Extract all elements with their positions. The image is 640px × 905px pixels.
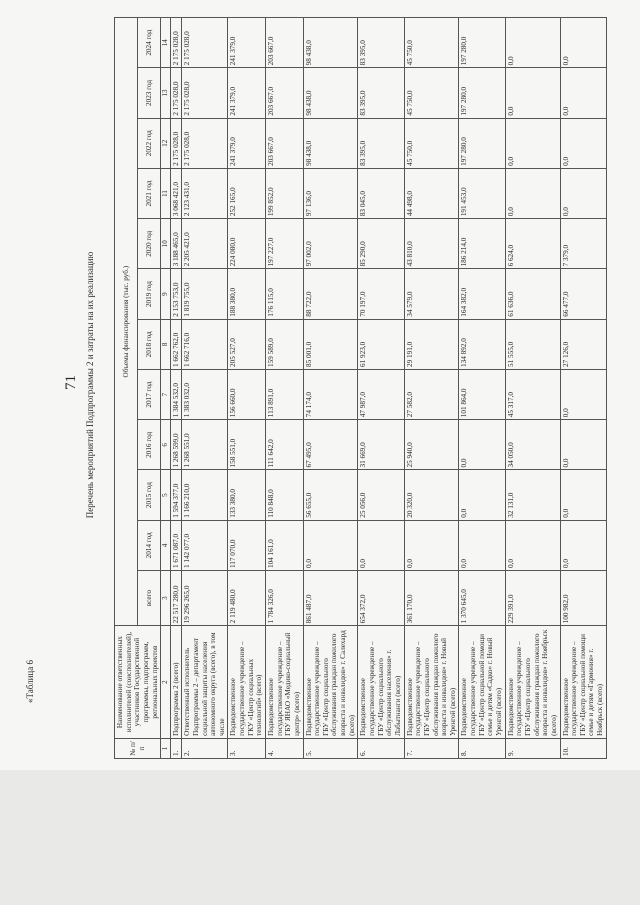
value-cell: 197 227,0 bbox=[266, 219, 304, 269]
header-year: 2018 год bbox=[138, 319, 161, 369]
row-number: 7. bbox=[404, 738, 459, 758]
value-cell: 3 188 465,0 bbox=[170, 219, 182, 269]
value-cell: 56 655,0 bbox=[303, 470, 358, 520]
value-cell: 51 555,0 bbox=[505, 319, 560, 369]
value-cell: 1 662 716,0 bbox=[182, 319, 228, 369]
row-name: Подведомственное государственное учреждение – ГБУ «Центр социального обслуживания граждан пожилого возраста и инвалидов» г. Новый Уренгой (всего) bbox=[404, 626, 459, 739]
row-name: Подведомственное государственное учреждение – ГБУ «Центр социального обслуживания населения» г. Лабытнанги (всего) bbox=[358, 626, 404, 739]
value-cell: 241 379,0 bbox=[228, 68, 266, 118]
table-label: «Таблица 6 bbox=[25, 660, 35, 703]
value-cell: 2 175 028,0 bbox=[182, 18, 228, 68]
index-cell: 14 bbox=[161, 18, 170, 68]
row-name: Ответственный исполнитель Подпрограммы 2 – департамент социальной защиты населения автономного округа (всего), в том числе bbox=[182, 626, 228, 739]
value-cell: 0,0 bbox=[358, 520, 404, 570]
value-cell: 1 383 032,0 bbox=[182, 369, 228, 419]
value-cell: 0,0 bbox=[505, 168, 560, 218]
value-cell: 88 722,0 bbox=[303, 269, 358, 319]
value-cell: 0,0 bbox=[560, 18, 606, 68]
value-cell: 1 268 599,0 bbox=[170, 420, 182, 470]
bottom-margin bbox=[0, 770, 640, 905]
index-cell: 11 bbox=[161, 168, 170, 218]
table-row bbox=[228, 18, 266, 759]
value-cell: 27 582,0 bbox=[404, 369, 459, 419]
value-cell: 44 498,0 bbox=[404, 168, 459, 218]
table-row bbox=[358, 18, 404, 759]
value-cell: 164 382,0 bbox=[459, 269, 505, 319]
header-year: 2023 год bbox=[138, 68, 161, 118]
value-cell: 0,0 bbox=[560, 369, 606, 419]
value-cell: 1 594 377,0 bbox=[170, 470, 182, 520]
header-year: 2017 год bbox=[138, 369, 161, 419]
table-body bbox=[170, 18, 606, 759]
table-row bbox=[170, 18, 182, 759]
value-cell: 61 923,0 bbox=[358, 319, 404, 369]
value-cell: 20 320,0 bbox=[404, 470, 459, 520]
index-cell: 9 bbox=[161, 269, 170, 319]
value-cell: 0,0 bbox=[404, 520, 459, 570]
value-cell: 2 175 028,0 bbox=[170, 68, 182, 118]
value-cell: 6 624,0 bbox=[505, 219, 560, 269]
value-cell: 159 589,0 bbox=[266, 319, 304, 369]
value-cell: 197 280,0 bbox=[459, 68, 505, 118]
value-cell: 27 126,0 bbox=[560, 319, 606, 369]
value-cell: 98 438,0 bbox=[303, 18, 358, 68]
row-name: Подведомственное государственное учреждение – ГБУ «Центр социального обслуживания граждан пожилого возраста и инвалидов» г. Салехард (всего) bbox=[303, 626, 358, 739]
value-cell: 2 153 753,0 bbox=[170, 269, 182, 319]
header-funding: Объемы финансирования (тыс. руб.) bbox=[115, 18, 138, 626]
value-cell: 29 191,0 bbox=[404, 319, 459, 369]
row-name: Подведомственное государственное учреждение – ГКУ «Центр социальных технологий» (всего) bbox=[228, 626, 266, 739]
value-cell: 252 165,0 bbox=[228, 168, 266, 218]
index-cell: 1 bbox=[161, 738, 170, 758]
value-cell: 361 170,0 bbox=[404, 571, 459, 626]
row-number: 8. bbox=[459, 738, 505, 758]
row-number: 5. bbox=[303, 738, 358, 758]
header-year: 2024 год bbox=[138, 18, 161, 68]
value-cell: 45 750,0 bbox=[404, 18, 459, 68]
value-cell: 1 384 532,0 bbox=[170, 369, 182, 419]
value-cell: 83 395,0 bbox=[358, 68, 404, 118]
value-cell: 0,0 bbox=[303, 520, 358, 570]
value-cell: 1 671 087,0 bbox=[170, 520, 182, 570]
value-cell: 0,0 bbox=[560, 118, 606, 168]
row-name: Подведомственное государственное учреждение – ГБУ ЯНАО «Медико-социальный центр» (всего) bbox=[266, 626, 304, 739]
row-number: 1. bbox=[170, 738, 182, 758]
header-name: Наименование ответственных исполнителей (соисполнителей), участников Государственной программы, подпрограмм, региональных проектов bbox=[115, 626, 161, 739]
value-cell: 186 214,0 bbox=[459, 219, 505, 269]
table-row bbox=[459, 18, 505, 759]
value-cell: 205 527,0 bbox=[228, 319, 266, 369]
table-row bbox=[266, 18, 304, 759]
value-cell: 156 660,0 bbox=[228, 369, 266, 419]
value-cell: 61 636,0 bbox=[505, 269, 560, 319]
value-cell: 83 045,0 bbox=[358, 168, 404, 218]
value-cell: 45 750,0 bbox=[404, 68, 459, 118]
value-cell: 1 142 077,0 bbox=[182, 520, 228, 570]
header-total: всего bbox=[138, 571, 161, 626]
value-cell: 66 477,0 bbox=[560, 269, 606, 319]
value-cell: 197 280,0 bbox=[459, 118, 505, 168]
value-cell: 2 175 028,0 bbox=[182, 118, 228, 168]
value-cell: 0,0 bbox=[505, 18, 560, 68]
value-cell: 203 667,0 bbox=[266, 18, 304, 68]
value-cell: 199 852,0 bbox=[266, 168, 304, 218]
value-cell: 74 174,0 bbox=[303, 369, 358, 419]
value-cell: 1 268 551,0 bbox=[182, 420, 228, 470]
page-number: 71 bbox=[63, 375, 79, 390]
row-name: Подпрограмма 2 (всего) bbox=[170, 626, 182, 739]
value-cell: 3 068 421,0 bbox=[170, 168, 182, 218]
row-number: 4. bbox=[266, 738, 304, 758]
index-cell: 5 bbox=[161, 470, 170, 520]
value-cell: 224 080,0 bbox=[228, 219, 266, 269]
table-row bbox=[404, 18, 459, 759]
value-cell: 0,0 bbox=[505, 520, 560, 570]
value-cell: 188 380,0 bbox=[228, 269, 266, 319]
value-cell: 111 642,0 bbox=[266, 420, 304, 470]
value-cell: 203 667,0 bbox=[266, 68, 304, 118]
row-number: 2. bbox=[182, 738, 228, 758]
header-year: 2022 год bbox=[138, 118, 161, 168]
value-cell: 83 395,0 bbox=[358, 118, 404, 168]
table-row bbox=[182, 18, 228, 759]
value-cell: 241 379,0 bbox=[228, 118, 266, 168]
index-row bbox=[161, 18, 170, 759]
row-name: Подведомственное государственное учреждение – ГБУ «Центр социальной помощи семье и детям «Садко» г. Новый Уренгой (всего) bbox=[459, 626, 505, 739]
value-cell: 85 290,0 bbox=[358, 219, 404, 269]
value-cell: 45 317,0 bbox=[505, 369, 560, 419]
value-cell: 1 784 326,0 bbox=[266, 571, 304, 626]
value-cell: 25 056,0 bbox=[358, 470, 404, 520]
row-number: 10. bbox=[560, 738, 606, 758]
value-cell: 34 050,0 bbox=[505, 420, 560, 470]
value-cell: 98 438,0 bbox=[303, 118, 358, 168]
value-cell: 2 175 028,0 bbox=[170, 118, 182, 168]
value-cell: 43 810,0 bbox=[404, 219, 459, 269]
value-cell: 2 175 028,0 bbox=[182, 68, 228, 118]
row-number: 6. bbox=[358, 738, 404, 758]
row-name: Подведомственное государственное учреждение – ГБУ «Центр социальной помощи семье и детям «Гармония» г. Ноябрьск (всего) bbox=[560, 626, 606, 739]
value-cell: 191 453,0 bbox=[459, 168, 505, 218]
value-cell: 0,0 bbox=[459, 470, 505, 520]
index-cell: 13 bbox=[161, 68, 170, 118]
value-cell: 0,0 bbox=[560, 470, 606, 520]
value-cell: 32 131,0 bbox=[505, 470, 560, 520]
header-year: 2019 год bbox=[138, 269, 161, 319]
value-cell: 203 667,0 bbox=[266, 118, 304, 168]
value-cell: 113 891,0 bbox=[266, 369, 304, 419]
index-cell: 3 bbox=[161, 571, 170, 626]
table-row bbox=[560, 18, 606, 759]
value-cell: 134 892,0 bbox=[459, 319, 505, 369]
value-cell: 70 197,0 bbox=[358, 269, 404, 319]
value-cell: 654 372,0 bbox=[358, 571, 404, 626]
index-cell: 12 bbox=[161, 118, 170, 168]
index-cell: 4 bbox=[161, 520, 170, 570]
value-cell: 31 669,0 bbox=[358, 420, 404, 470]
header-year: 2016 год bbox=[138, 420, 161, 470]
value-cell: 2 123 431,0 bbox=[182, 168, 228, 218]
value-cell: 45 750,0 bbox=[404, 118, 459, 168]
value-cell: 1 370 645,0 bbox=[459, 571, 505, 626]
value-cell: 861 487,0 bbox=[303, 571, 358, 626]
value-cell: 97 002,0 bbox=[303, 219, 358, 269]
value-cell: 34 579,0 bbox=[404, 269, 459, 319]
index-cell: 2 bbox=[161, 626, 170, 739]
value-cell: 0,0 bbox=[459, 520, 505, 570]
value-cell: 67 495,0 bbox=[303, 420, 358, 470]
value-cell: 2 205 421,0 bbox=[182, 219, 228, 269]
header-year: 2014 год bbox=[138, 520, 161, 570]
value-cell: 197 280,0 bbox=[459, 18, 505, 68]
header-year: 2021 год bbox=[138, 168, 161, 218]
value-cell: 7 379,0 bbox=[560, 219, 606, 269]
value-cell: 47 987,0 bbox=[358, 369, 404, 419]
value-cell: 0,0 bbox=[459, 420, 505, 470]
value-cell: 97 136,0 bbox=[303, 168, 358, 218]
value-cell: 0,0 bbox=[505, 118, 560, 168]
header-year: 2015 год bbox=[138, 470, 161, 520]
value-cell: 22 517 280,0 bbox=[170, 571, 182, 626]
value-cell: 0,0 bbox=[560, 520, 606, 570]
value-cell: 117 070,0 bbox=[228, 520, 266, 570]
value-cell: 0,0 bbox=[505, 68, 560, 118]
table-row bbox=[303, 18, 358, 759]
table-title: Перечень мероприятий Подпрограммы 2 и затраты на их реализацию bbox=[85, 251, 95, 519]
value-cell: 85 001,0 bbox=[303, 319, 358, 369]
value-cell: 1 662 762,0 bbox=[170, 319, 182, 369]
value-cell: 98 438,0 bbox=[303, 68, 358, 118]
value-cell: 1 166 210,0 bbox=[182, 470, 228, 520]
header-year: 2020 год bbox=[138, 219, 161, 269]
value-cell: 104 161,0 bbox=[266, 520, 304, 570]
value-cell: 0,0 bbox=[560, 68, 606, 118]
value-cell: 100 982,0 bbox=[560, 571, 606, 626]
value-cell: 101 864,0 bbox=[459, 369, 505, 419]
value-cell: 158 551,0 bbox=[228, 420, 266, 470]
index-cell: 7 bbox=[161, 369, 170, 419]
value-cell: 1 819 755,0 bbox=[182, 269, 228, 319]
row-name: Подведомственное государственное учреждение – ГБУ «Центр социального обслуживания граждан пожилого возраста и инвалидов» г. Ноябрьск (всего) bbox=[505, 626, 560, 739]
value-cell: 2 119 480,0 bbox=[228, 571, 266, 626]
value-cell: 241 379,0 bbox=[228, 18, 266, 68]
value-cell: 176 115,0 bbox=[266, 269, 304, 319]
value-cell: 0,0 bbox=[560, 420, 606, 470]
funding-table bbox=[114, 17, 607, 759]
row-number: 3. bbox=[228, 738, 266, 758]
index-cell: 6 bbox=[161, 420, 170, 470]
table-row bbox=[505, 18, 560, 759]
value-cell: 19 296 265,0 bbox=[182, 571, 228, 626]
value-cell: 2 175 028,0 bbox=[170, 18, 182, 68]
index-cell: 10 bbox=[161, 219, 170, 269]
value-cell: 25 940,0 bbox=[404, 420, 459, 470]
header-num: № п/п bbox=[115, 738, 161, 758]
value-cell: 229 391,0 bbox=[505, 571, 560, 626]
value-cell: 0,0 bbox=[560, 168, 606, 218]
value-cell: 110 848,0 bbox=[266, 470, 304, 520]
value-cell: 83 395,0 bbox=[358, 18, 404, 68]
index-cell: 8 bbox=[161, 319, 170, 369]
value-cell: 133 380,0 bbox=[228, 470, 266, 520]
row-number: 9. bbox=[505, 738, 560, 758]
